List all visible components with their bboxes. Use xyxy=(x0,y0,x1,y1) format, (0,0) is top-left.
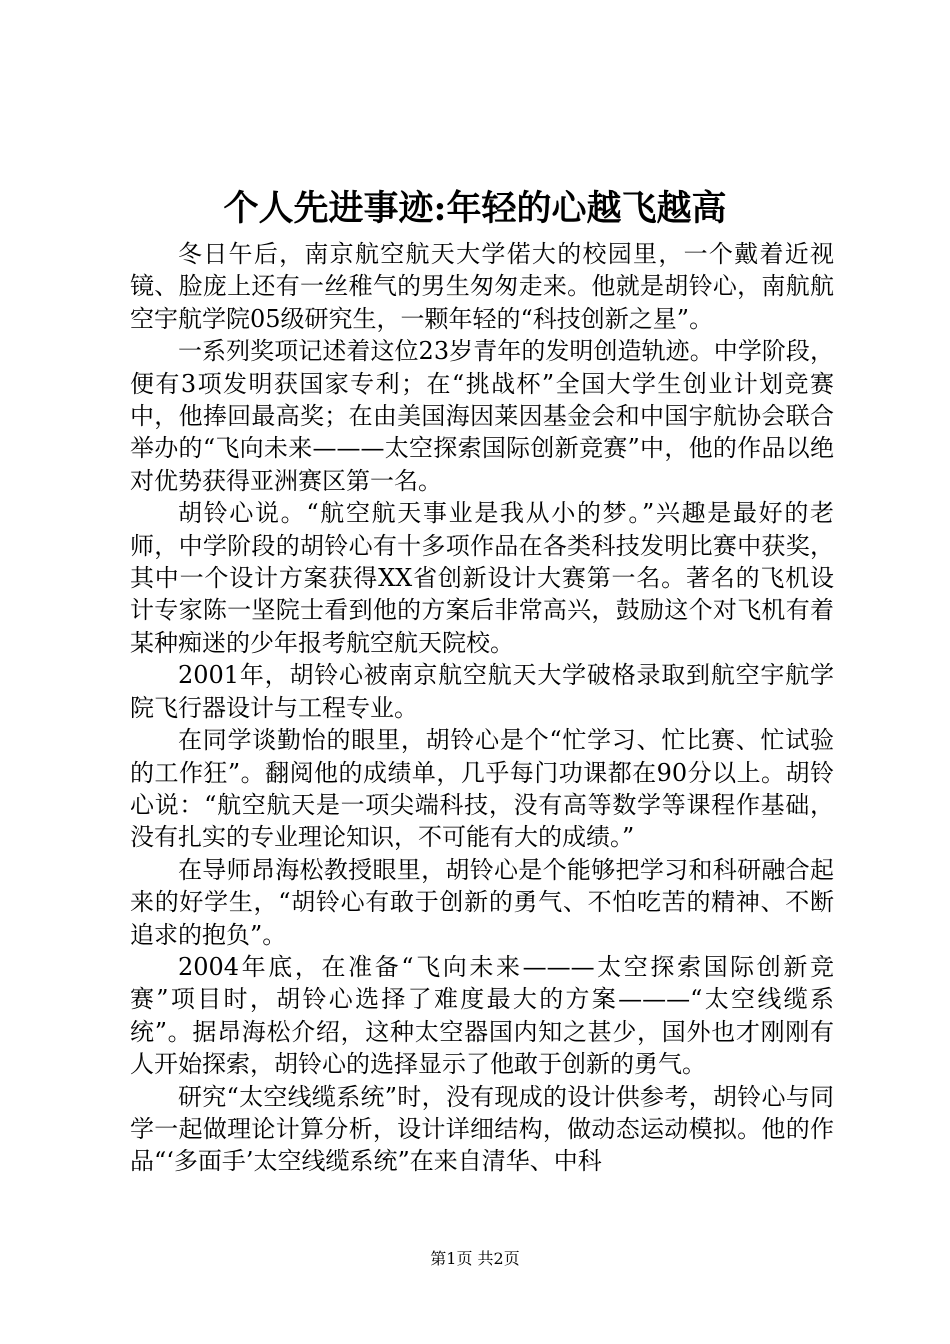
paragraph: 一系列奖项记述着这位23岁青年的发明创造轨迹。中学阶段，便有3项发明获国家专利；在“挑战杯”全国大学生创业计划竞赛中，他捧回最高奖；在由美国海因莱因基金会和中国宇航协会联合举办的“飞向未来———太空探索国际创新竞赛”中，他的作品以绝对优势获得亚洲赛区第一名。 xyxy=(130,337,834,495)
paragraph: 2004年底，在准备“飞向未来———太空探索国际创新竞赛”项目时，胡铃心选择了难度最大的方案———“太空线缆系统”。据昂海松介绍，这种太空器国内知之甚少，国外也才刚刚有人开始探索，胡铃心的选择显示了他敢于创新的勇气。 xyxy=(130,952,834,1079)
document-body xyxy=(130,238,834,1178)
paragraph: 研究“太空线缆系统”时，没有现成的设计供参考，胡铃心与同学一起做理论计算分析，设计详细结构，做动态运动模拟。他的作品“‘多面手’太空线缆系统”在来自清华、中科 xyxy=(130,1082,834,1176)
paragraph: 在同学谈勤怡的眼里，胡铃心是个“忙学习、忙比赛、忙试验的工作狂”。翻阅他的成绩单，几乎每门功课都在90分以上。胡铃心说：“航空航天是一项尖端科技，没有高等数学等课程作基础，没有扎实的专业理论知识，不可能有大的成绩。” xyxy=(130,726,834,852)
paragraph: 胡铃心说。“航空航天事业是我从小的梦。”兴趣是最好的老师，中学阶段的胡铃心有十多项作品在各类科技发明比赛中获奖，其中一个设计方案获得XX省创新设计大赛第一名。著名的飞机设计专家陈一坚院士看到他的方案后非常高兴，鼓励这个对飞机有着某种痴迷的少年报考航空航天院校。 xyxy=(130,499,834,657)
paragraph: 2001年，胡铃心被南京航空航天大学破格录取到航空宇航学院飞行器设计与工程专业。 xyxy=(130,661,834,722)
paragraph: 冬日午后，南京航空航天大学偌大的校园里，一个戴着近视镜、脸庞上还有一丝稚气的男生匆匆走来。他就是胡铃心，南航航空宇航学院05级研究生，一颗年轻的“科技创新之星”。 xyxy=(130,240,834,333)
page-footer: 第1页 共2页 xyxy=(430,1249,520,1268)
document-title: 个人先进事迹:年轻的心越飞越高 xyxy=(223,188,727,229)
paragraph: 在导师昂海松教授眼里，胡铃心是个能够把学习和科研融合起来的好学生，“胡铃心有敢于创新的勇气、不怕吃苦的精神、不断追求的抱负”。 xyxy=(130,855,834,949)
